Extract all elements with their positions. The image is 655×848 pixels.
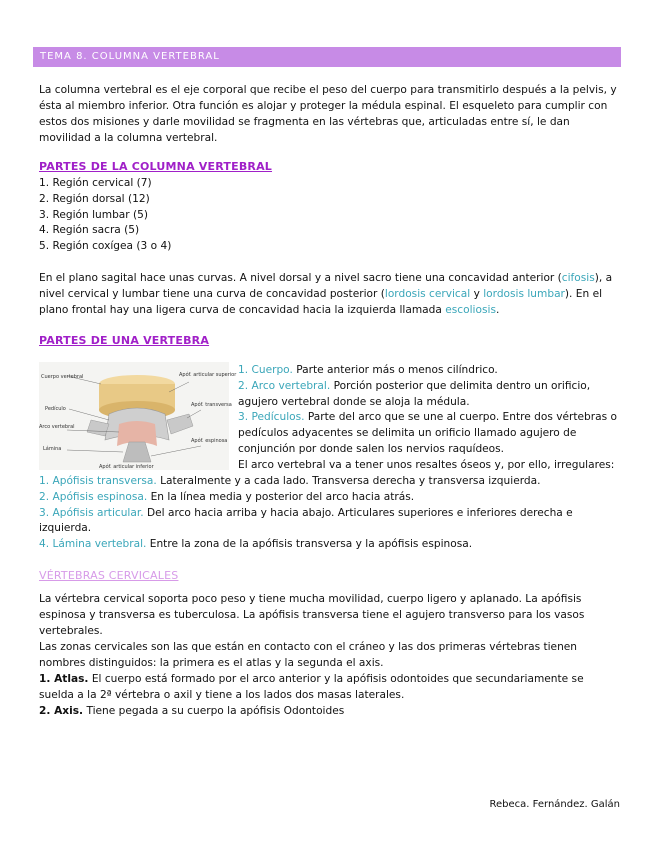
list-item: 5. Región coxígea (3 o 4) (39, 240, 172, 253)
page-title: TEMA 8. COLUMNA VERTEBRAL (33, 47, 621, 67)
cervicales-paragraph-1: La vértebra cervical soporta poco peso y tiene mucha movilidad, cuerpo ligero y aplanado. La apófisis espinosa y transversa es tuberculosa. La apófisis transversa tiene el agujero transverso para los vasos vertebrales. (39, 593, 585, 637)
term-escoliosis: escoliosis (445, 304, 496, 316)
fig-label-arco: Arco vertebral (39, 424, 75, 430)
apofisis-list (39, 474, 624, 553)
fig-label-lamina: Lámina (43, 446, 62, 452)
list-item: 2. Región dorsal (12) (39, 192, 150, 205)
list-item: 3. Apófisis articular. Del arco hacia arriba y hacia abajo. Articulares superiores e inferiores derecha e izquierda. (39, 506, 573, 535)
list-item: 1. Región cervical (7) (39, 177, 152, 189)
vertebra-illustration (39, 362, 237, 470)
fig-label-apof-esp: Apóf. espinosa (191, 438, 228, 444)
fig-label-cuerpo: Cuerpo vertebral (41, 374, 84, 380)
list-item: 1. Apófisis transversa. Lateralmente y a cada lado. Transversa derecha y transversa izquierda. (39, 475, 541, 487)
fig-label-apof-trans: Apóf. transversa (191, 402, 232, 408)
section-title-partes-vertebra: PARTES DE UNA VERTEBRA (39, 334, 210, 347)
fig-label-pediculo: Pedículo (45, 406, 66, 412)
list-item: 1. Cuerpo. Parte anterior más o menos cilíndrico. (238, 364, 498, 376)
term-lordosis-cervical: lordosis cervical (384, 288, 471, 300)
list-item: 4. Lámina vertebral. Entre la zona de la apófisis transversa y la apófisis espinosa. (39, 538, 473, 551)
list-item: 4. Región sacra (5) (39, 224, 140, 237)
vertebra-parts-text (238, 363, 623, 474)
axis-item: 2. Axis. Tiene pegada a su cuerpo la apófisis Odontoides (39, 705, 345, 717)
list-item: 3. Pedículos. Parte del arco que se une al cuerpo. Entre dos vértebras o pedículos adyacentes se delimita un orificio llamado agujero de conjunción por donde salen los nervios raquídeos. (238, 411, 617, 455)
intro-paragraph: La columna vertebral es el eje corporal que recibe el peso del cuerpo para transmitirlo después a la pelvis, y ésta al miembro inferior. Otra función es alojar y proteger la médula espinal. El esqueleto para cumplir con estos dos misiones y darle movilidad se fragmenta en las vértebras que, articuladas entre sí, le dan movilidad a la columna vertebral. (39, 84, 617, 144)
cervicales-paragraph-2: Las zonas cervicales son las que están en contacto con el cráneo y las dos primeras vértebras tienen nombres distinguidos: la primera es el atlas y la segunda el axis. (39, 641, 578, 669)
term-cifosis: cifosis (561, 272, 595, 284)
list-item: 3. Región lumbar (5) (39, 208, 149, 221)
list-item: 2. Apófisis espinosa. En la línea media y posterior del arco hacia atrás. (39, 490, 415, 503)
author-footer: Rebeca. Fernández. Galán (489, 799, 620, 810)
section-title-cervicales: VÉRTEBRAS CERVICALES (39, 569, 179, 582)
list-item: 2. Arco vertebral. Porción posterior que delimita dentro un orificio, agujero vertebral donde se aloja la médula. (238, 379, 591, 408)
arco-intro: El arco vertebral va a tener unos resaltes óseos y, por ello, irregulares: (238, 458, 615, 471)
fig-label-apof-inf: Apóf. articular inferior (99, 464, 154, 470)
fig-label-apof-sup: Apóf. articular superior (179, 372, 237, 378)
partes-columna-list (39, 176, 171, 255)
atlas-item: 1. Atlas. El cuerpo está formado por el arco anterior y la apófisis odontoides que secundariamente se suelda a la 2ª vértebra o axil y tiene a los lados dos masas laterales. (39, 673, 584, 701)
curvas-paragraph: En el plano sagital hace unas curvas. A nivel dorsal y a nivel sacro tiene una concavidad anterior (cifosis), a nivel cervical y lumbar tiene una curva de concavidad posterior (lordosis cervical y lordosis lumbar). En el plano frontal hay una ligera curva de concavidad hacia la izquierda llamada escoliosis. (39, 272, 613, 316)
term-lordosis-lumbar: lordosis lumbar (483, 288, 565, 300)
section-title-partes-columna: PARTES DE LA COLUMNA VERTEBRAL (39, 160, 273, 173)
